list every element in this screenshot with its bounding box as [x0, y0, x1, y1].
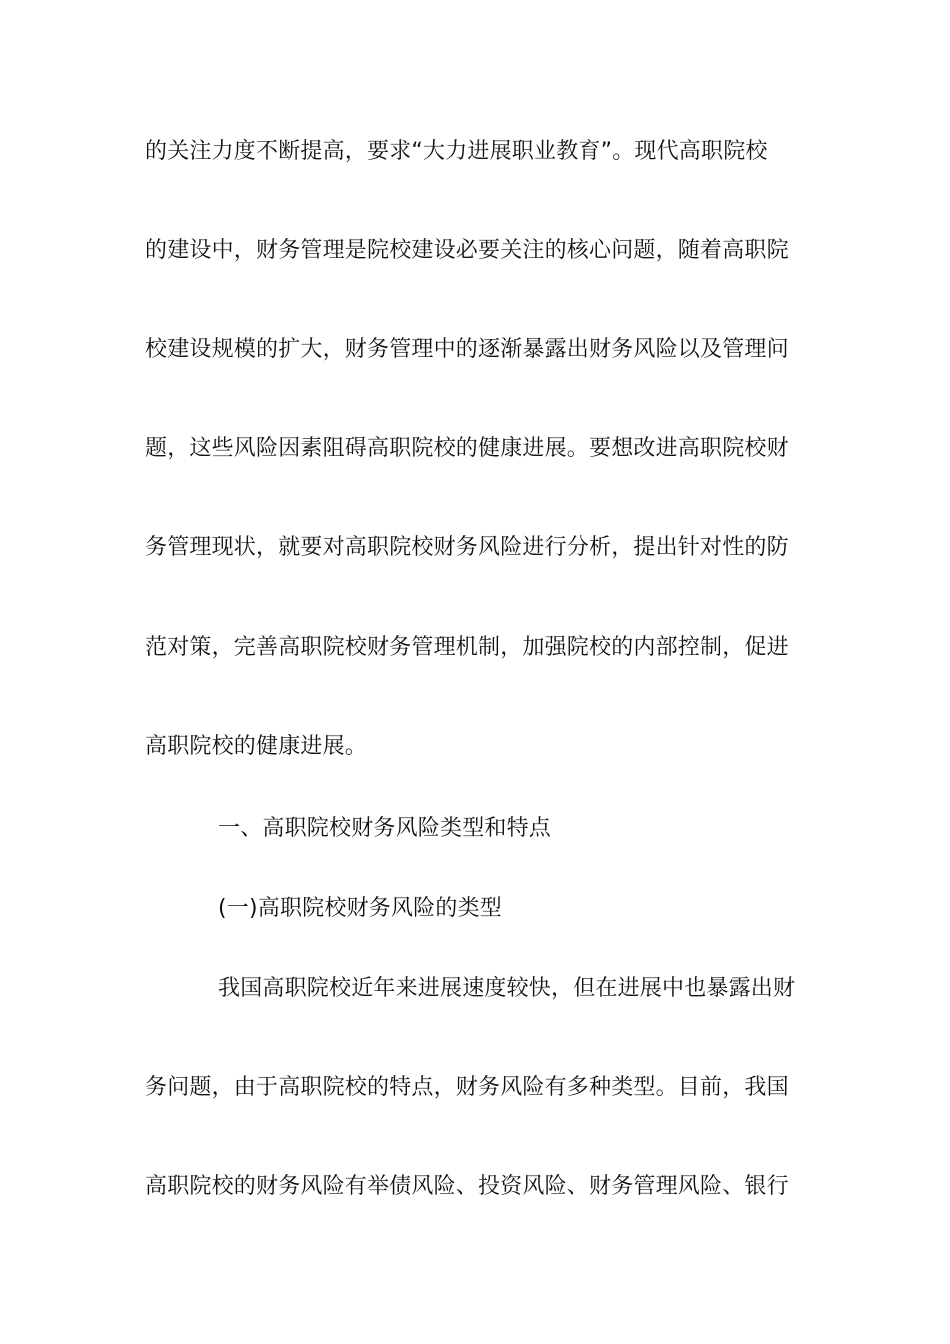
paragraph-line: 校建设规模的扩大，财务管理中的逐渐暴露出财务风险以及管理问	[145, 337, 789, 362]
paragraph-line: 高职院校的健康进展。	[145, 734, 368, 759]
subsection-heading: (一)高职院校财务风险的类型	[218, 896, 502, 921]
paragraph-line: 的建设中，财务管理是院校建设必要关注的核心问题，随着高职院	[145, 238, 789, 263]
paragraph-line: 务问题，由于高职院校的特点，财务风险有多种类型。目前，我国	[145, 1075, 789, 1100]
paragraph-line: 务管理现状，就要对高职院校财务风险进行分析，提出针对性的防	[145, 535, 789, 560]
section-heading: 一、高职院校财务风险类型和特点	[218, 816, 552, 841]
paragraph-line: 的关注力度不断提高，要求“大力进展职业教育”。现代高职院校	[145, 139, 768, 164]
paragraph-line: 题，这些风险因素阻碍高职院校的健康进展。要想改进高职院校财	[145, 436, 789, 461]
paragraph-line: 范对策，完善高职院校财务管理机制，加强院校的内部控制，促进	[145, 635, 789, 660]
paragraph-line: 我国高职院校近年来进展速度较快，但在进展中也暴露出财	[218, 976, 796, 1001]
paragraph-line: 高职院校的财务风险有举债风险、投资风险、财务管理风险、银行	[145, 1174, 789, 1199]
